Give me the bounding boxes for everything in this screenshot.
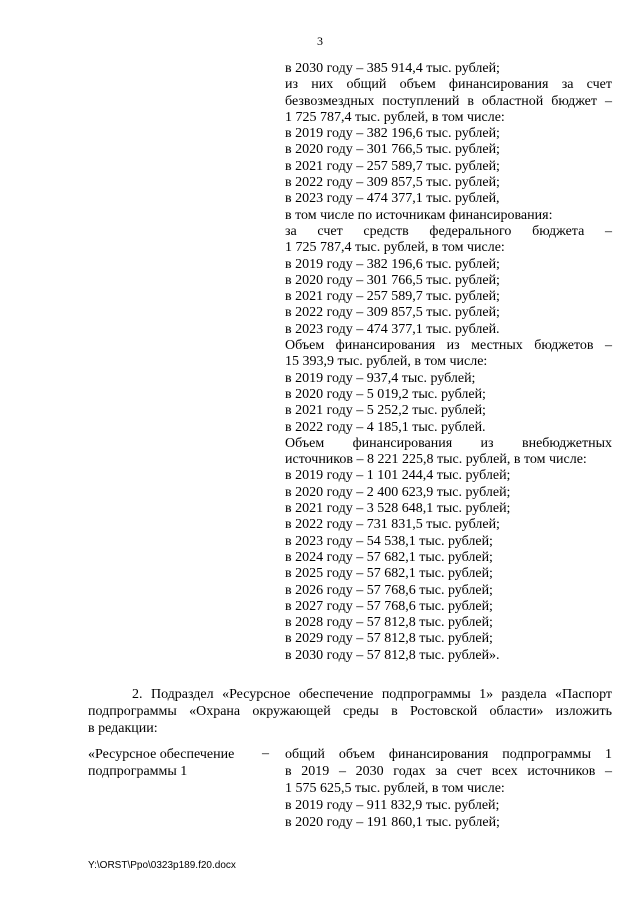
continuation-line: в 2020 году – 301 766,5 тыс. рублей; bbox=[285, 142, 500, 158]
continuation-line: в 2019 году – 382 196,6 тыс. рублей; bbox=[285, 256, 500, 272]
continuation-line: 1 725 787,4 тыс. рублей, в том числе: bbox=[285, 109, 505, 125]
continuation-line: в 2020 году – 2 400 623,9 тыс. рублей; bbox=[285, 484, 511, 500]
financing-continuation-block bbox=[285, 61, 612, 664]
footer-file-path: Y:\ORST\Ppo\0323p189.f20.docx bbox=[88, 860, 236, 871]
continuation-line: в 2025 году – 57 682,1 тыс. рублей; bbox=[285, 566, 493, 582]
continuation-line: в 2020 году – 301 766,5 тыс. рублей; bbox=[285, 272, 500, 288]
continuation-line: в 2019 году – 937,4 тыс. рублей; bbox=[285, 370, 476, 386]
continuation-line: из них общий объем финансирования за счет bbox=[285, 77, 612, 93]
continuation-line: в 2022 году – 309 857,5 тыс. рублей; bbox=[285, 175, 500, 191]
continuation-line: в 2019 году – 382 196,6 тыс. рублей; bbox=[285, 126, 500, 142]
table-label-line: подпрограммы 1 bbox=[88, 764, 188, 779]
continuation-line: источников – 8 221 225,8 тыс. рублей, в том числе: bbox=[285, 452, 587, 468]
table-label-line: «Ресурсное обеспечение bbox=[88, 747, 235, 762]
continuation-line: в 2030 году – 57 812,8 тыс. рублей». bbox=[285, 647, 500, 663]
continuation-line: в 2022 году – 309 857,5 тыс. рублей; bbox=[285, 305, 500, 321]
continuation-line: в 2023 году – 54 538,1 тыс. рублей; bbox=[285, 533, 493, 549]
table-content-line: в 2020 году – 191 860,1 тыс. рублей; bbox=[285, 815, 500, 830]
continuation-line: в 2019 году – 1 101 244,4 тыс. рублей; bbox=[285, 468, 511, 484]
continuation-line: в 2030 году – 385 914,4 тыс. рублей; bbox=[285, 61, 500, 76]
table-row-label bbox=[88, 746, 268, 780]
continuation-line: 1 725 787,4 тыс. рублей, в том числе: bbox=[285, 240, 505, 256]
continuation-line: в 2020 году – 5 019,2 тыс. рублей; bbox=[285, 386, 486, 402]
paragraph-line: 2. Подраздел «Ресурсное обеспечение подпрограммы 1» раздела «Паспорт bbox=[132, 687, 612, 702]
continuation-line: Объем финансирования из внебюджетных bbox=[285, 435, 612, 451]
paragraph-line: подпрограммы «Охрана окружающей среды в Ростовской области» изложить bbox=[88, 704, 612, 719]
continuation-line: в 2021 году – 257 589,7 тыс. рублей; bbox=[285, 289, 500, 305]
continuation-line: в том числе по источникам финансирования: bbox=[285, 207, 553, 223]
continuation-line: за счет средств федерального бюджета – bbox=[285, 223, 612, 239]
continuation-line: в 2028 году – 57 812,8 тыс. рублей; bbox=[285, 615, 493, 631]
table-row-dash: – bbox=[262, 746, 269, 761]
table-content-line: 1 575 625,5 тыс. рублей, в том числе: bbox=[285, 781, 505, 796]
table-content-line: в 2019 году – 911 832,9 тыс. рублей; bbox=[285, 798, 500, 813]
continuation-line: 15 393,9 тыс. рублей, в том числе: bbox=[285, 354, 488, 370]
table-row-content bbox=[285, 746, 612, 831]
amendment-paragraph bbox=[88, 686, 612, 737]
paragraph-line: в редакции: bbox=[88, 721, 158, 736]
continuation-line: в 2021 году – 3 528 648,1 тыс. рублей; bbox=[285, 501, 511, 517]
continuation-line: в 2023 году – 474 377,1 тыс. рублей, bbox=[285, 191, 500, 207]
continuation-line: в 2021 году – 5 252,2 тыс. рублей; bbox=[285, 403, 486, 419]
continuation-line: в 2021 году – 257 589,7 тыс. рублей; bbox=[285, 158, 500, 174]
continuation-line: в 2027 году – 57 768,6 тыс. рублей; bbox=[285, 598, 493, 614]
continuation-line: Объем финансирования из местных бюджетов – bbox=[285, 338, 612, 354]
continuation-line: в 2026 году – 57 768,6 тыс. рублей; bbox=[285, 582, 493, 598]
continuation-line: в 2029 году – 57 812,8 тыс. рублей; bbox=[285, 631, 493, 647]
continuation-line: в 2022 году – 731 831,5 тыс. рублей; bbox=[285, 517, 500, 533]
continuation-line: безвозмездных поступлений в областной бюджет – bbox=[285, 93, 612, 109]
table-content-line: в 2019 – 2030 годах за счет всех источников – bbox=[285, 764, 612, 779]
continuation-line: в 2022 году – 4 185,1 тыс. рублей. bbox=[285, 419, 486, 435]
continuation-line: в 2023 году – 474 377,1 тыс. рублей. bbox=[285, 321, 500, 337]
table-content-line: общий объем финансирования подпрограммы 1 bbox=[285, 747, 612, 762]
page-number: 3 bbox=[317, 34, 323, 48]
continuation-line: в 2024 году – 57 682,1 тыс. рублей; bbox=[285, 549, 493, 565]
